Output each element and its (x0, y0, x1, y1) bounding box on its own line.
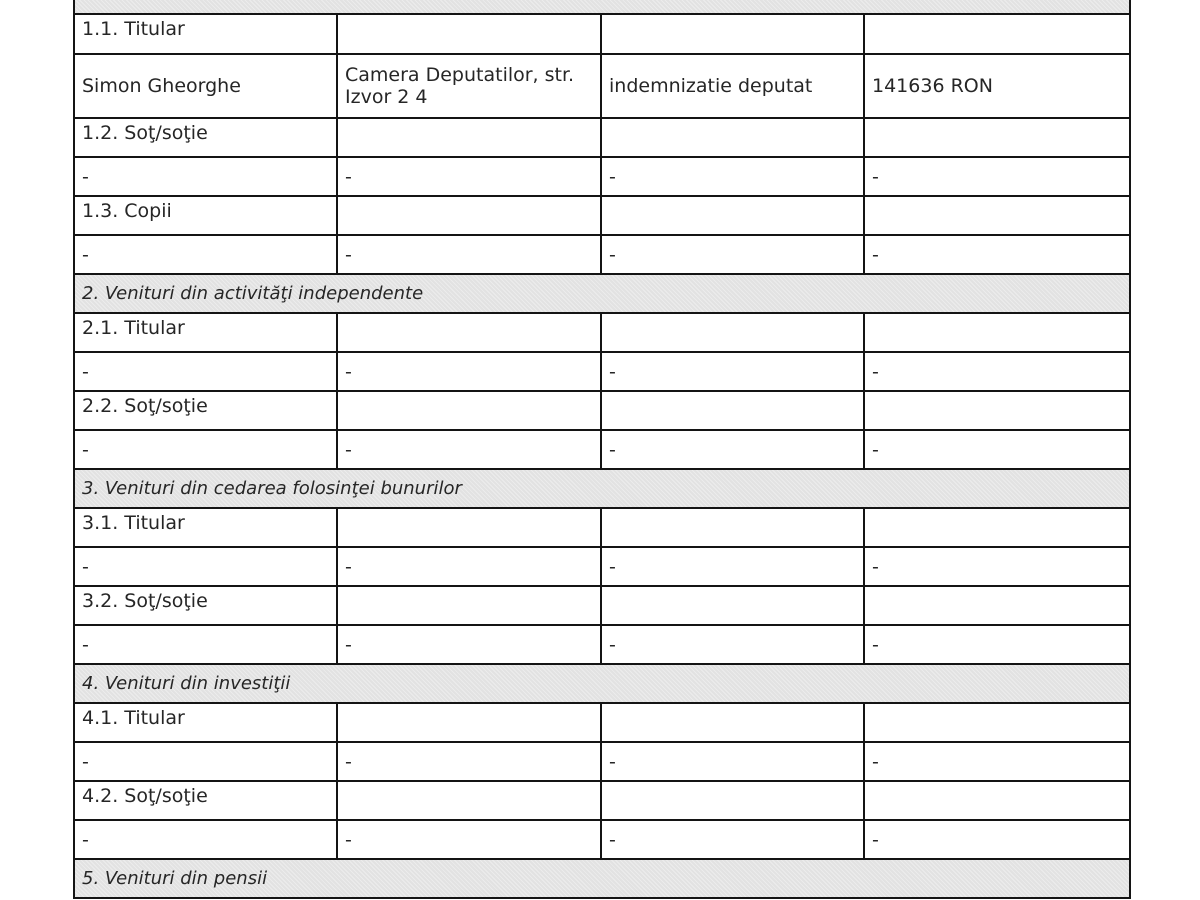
empty-cell (337, 196, 601, 235)
empty-cell (864, 781, 1130, 820)
dash-cell: - (864, 235, 1130, 274)
empty-cell (601, 781, 864, 820)
empty-cell (864, 196, 1130, 235)
dash-cell: - (74, 547, 337, 586)
dash-cell: - (74, 742, 337, 781)
empty-cell (864, 586, 1130, 625)
section-label: 4. Venituri din investiţii (74, 664, 1130, 703)
section-row-5 (74, 859, 1130, 898)
dash-cell: - (601, 820, 864, 859)
dash-cell: - (601, 742, 864, 781)
subhead-row-3-2 (74, 586, 1130, 625)
dash-cell: - (601, 430, 864, 469)
dash-cell: - (74, 625, 337, 664)
subhead-label: 1.3. Copii (74, 196, 337, 235)
empty-cell (601, 703, 864, 742)
dash-cell: - (601, 547, 864, 586)
subhead-label: 2.2. Soţ/soţie (74, 391, 337, 430)
dash-row (74, 157, 1130, 196)
empty-cell (601, 313, 864, 352)
empty-cell (601, 118, 864, 157)
subhead-row-1-1 (74, 14, 1130, 54)
dash-row (74, 820, 1130, 859)
dash-cell: - (337, 157, 601, 196)
dash-cell: - (864, 820, 1130, 859)
dash-cell: - (864, 430, 1130, 469)
dash-cell: - (337, 352, 601, 391)
subhead-label: 3.1. Titular (74, 508, 337, 547)
dash-cell: - (864, 157, 1130, 196)
dash-cell: - (337, 742, 601, 781)
empty-cell (864, 391, 1130, 430)
empty-cell (337, 313, 601, 352)
dash-cell: - (337, 547, 601, 586)
dash-row (74, 547, 1130, 586)
empty-cell (601, 14, 864, 54)
empty-cell (864, 508, 1130, 547)
dash-cell: - (337, 625, 601, 664)
section-label: 3. Venituri din cedarea folosinţei bunurilor (74, 469, 1130, 508)
section-row-4 (74, 664, 1130, 703)
income-source: Camera Deputatilor, str. Izvor 2 4 (337, 54, 601, 118)
empty-cell (864, 703, 1130, 742)
entry-row-titular (74, 54, 1130, 118)
dash-row (74, 430, 1130, 469)
subhead-label: 2.1. Titular (74, 313, 337, 352)
subhead-row-3-1 (74, 508, 1130, 547)
subhead-label: 4.1. Titular (74, 703, 337, 742)
empty-cell (601, 508, 864, 547)
dash-cell: - (864, 742, 1130, 781)
subhead-row-4-2 (74, 781, 1130, 820)
empty-cell (864, 313, 1130, 352)
section-row-3 (74, 469, 1130, 508)
income-service: indemnizatie deputat (601, 54, 864, 118)
dash-cell: - (601, 625, 864, 664)
empty-cell (601, 391, 864, 430)
empty-cell (337, 14, 601, 54)
subhead-label: 4.2. Soţ/soţie (74, 781, 337, 820)
empty-cell (337, 703, 601, 742)
income-holder-name: Simon Gheorghe (74, 54, 337, 118)
empty-cell (601, 196, 864, 235)
income-table (73, 0, 1131, 899)
dash-row (74, 742, 1130, 781)
dash-row (74, 625, 1130, 664)
dash-cell: - (337, 820, 601, 859)
section-row-partial (74, 0, 1130, 14)
section-label (74, 0, 1130, 14)
subhead-row-1-2 (74, 118, 1130, 157)
subhead-label: 1.1. Titular (74, 14, 337, 54)
dash-cell: - (337, 235, 601, 274)
subhead-label: 1.2. Soţ/soţie (74, 118, 337, 157)
empty-cell (864, 14, 1130, 54)
empty-cell (337, 508, 601, 547)
dash-cell: - (74, 820, 337, 859)
subhead-label: 3.2. Soţ/soţie (74, 586, 337, 625)
dash-row (74, 352, 1130, 391)
subhead-row-2-2 (74, 391, 1130, 430)
dash-row (74, 235, 1130, 274)
dash-cell: - (74, 157, 337, 196)
dash-cell: - (864, 625, 1130, 664)
empty-cell (337, 118, 601, 157)
dash-cell: - (337, 430, 601, 469)
section-label: 5. Venituri din pensii (74, 859, 1130, 898)
dash-cell: - (864, 547, 1130, 586)
dash-cell: - (601, 235, 864, 274)
income-table-body (74, 0, 1130, 898)
dash-cell: - (74, 235, 337, 274)
empty-cell (601, 586, 864, 625)
subhead-row-4-1 (74, 703, 1130, 742)
subhead-row-2-1 (74, 313, 1130, 352)
dash-cell: - (74, 352, 337, 391)
dash-cell: - (74, 430, 337, 469)
empty-cell (864, 118, 1130, 157)
dash-cell: - (864, 352, 1130, 391)
income-amount: 141636 RON (864, 54, 1130, 118)
section-row-2 (74, 274, 1130, 313)
dash-cell: - (601, 352, 864, 391)
empty-cell (337, 391, 601, 430)
dash-cell: - (601, 157, 864, 196)
empty-cell (337, 586, 601, 625)
subhead-row-1-3 (74, 196, 1130, 235)
section-label: 2. Venituri din activităţi independente (74, 274, 1130, 313)
empty-cell (337, 781, 601, 820)
